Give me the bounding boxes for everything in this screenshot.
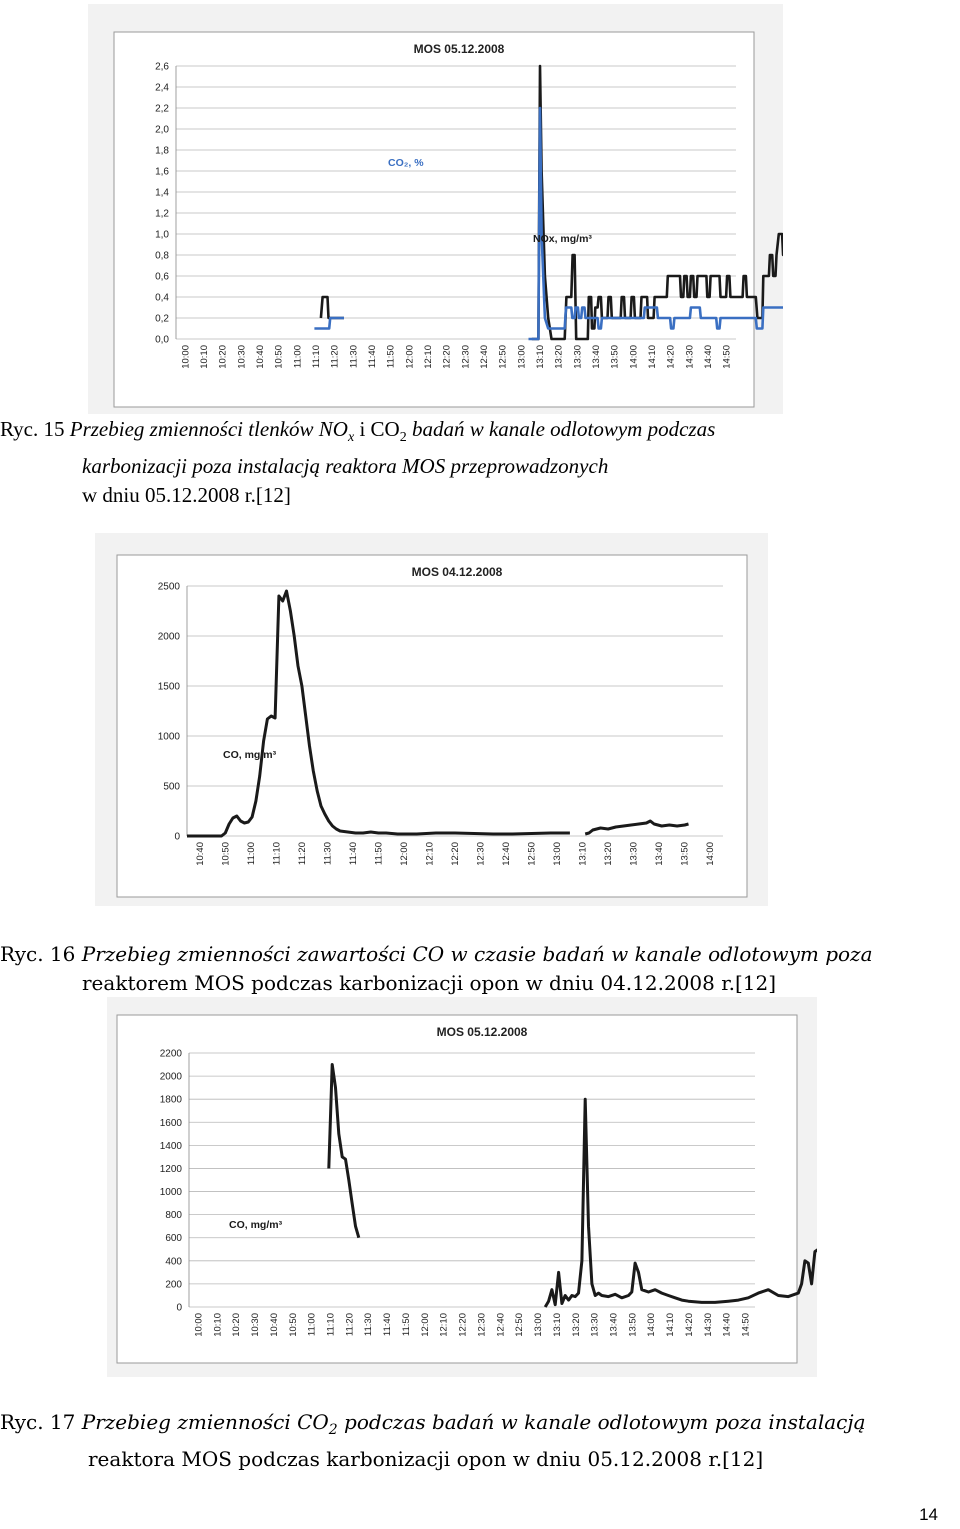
caption-17-label: Ryc. 17 [0,1410,76,1434]
x-tick-label: 14:40 [721,1313,733,1337]
y-tick-label: 1500 [157,681,180,693]
y-tick-label: 1200 [159,1163,182,1175]
x-tick-label: 13:50 [609,345,621,369]
chart-frame [114,32,754,407]
x-tick-label: 11:40 [382,1313,394,1337]
x-tick-label: 11:50 [385,345,397,369]
x-tick-label: 13:20 [553,345,565,369]
x-tick-label: 12:00 [398,842,410,866]
x-tick-label: 13:10 [535,345,546,369]
caption-17-line1 [0,1408,960,1445]
series-annotation: NOx, mg/m³ [533,233,592,245]
y-tick-label: 1,2 [155,208,169,220]
caption-17-text-a: Przebieg zmienności CO [81,1410,329,1434]
x-tick-label: 13:50 [679,842,691,866]
y-tick-label: 1,4 [155,187,169,199]
y-tick-label: 2,0 [155,124,169,136]
x-tick-label: 12:20 [457,1313,469,1337]
x-tick-label: 11:20 [344,1313,356,1337]
y-tick-label: 800 [165,1210,182,1222]
caption-16 [0,940,960,998]
y-tick-label: 2,6 [155,61,169,73]
x-tick-label: 13:10 [551,1313,563,1337]
x-tick-label: 10:40 [255,345,266,369]
x-tick-label: 11:20 [329,345,341,369]
y-tick-label: 2000 [159,1071,182,1083]
x-tick-label: 11:20 [296,842,308,866]
x-tick-label: 12:00 [404,345,416,369]
x-tick-label: 13:50 [627,1313,639,1337]
caption-15-line3: w dniu 05.12.2008 r.[12] [82,483,291,508]
x-tick-label: 12:00 [419,1313,431,1337]
caption-15-line2: karbonizacji poza instalacją reaktora MOS przeprowadzonych [82,454,609,479]
caption-17 [0,1408,960,1474]
y-tick-label: 0 [174,831,180,843]
x-tick-label: 14:50 [721,345,733,369]
x-tick-label: 11:10 [311,345,322,369]
x-tick-label: 13:30 [589,1313,601,1337]
y-tick-label: 1800 [159,1094,182,1106]
y-tick-label: 0,0 [155,334,169,346]
x-tick-label: 11:40 [347,842,359,866]
x-tick-label: 10:10 [199,345,210,369]
x-tick-label: 10:30 [250,1313,262,1337]
x-tick-label: 13:20 [570,1313,582,1337]
x-tick-label: 10:30 [236,345,248,369]
y-tick-label: 500 [163,781,180,793]
x-tick-label: 13:10 [577,842,589,866]
figure-15-chart [88,4,783,414]
caption-15-text-a: Przebieg zmienności tlenków NO [69,417,348,441]
chart-15-svg [88,4,783,414]
y-tick-label: 2,4 [155,82,169,94]
x-tick-label: 12:10 [423,345,434,369]
x-tick-label: 13:30 [628,842,640,866]
caption-15-sub-2: 2 [399,430,407,446]
chart-title: MOS 05.12.2008 [436,1025,528,1039]
page-number: 14 [919,1505,938,1524]
caption-16-label: Ryc. 16 [0,942,76,966]
y-tick-label: 1400 [159,1140,182,1152]
x-tick-label: 13:40 [591,345,602,369]
x-tick-label: 14:50 [740,1313,752,1337]
x-tick-label: 14:10 [647,345,658,369]
x-tick-label: 14:10 [665,1313,677,1337]
caption-16-line1 [0,940,960,969]
x-tick-label: 10:50 [287,1313,299,1337]
x-tick-label: 12:20 [450,842,461,866]
figure-17-chart [107,997,817,1377]
x-tick-label: 10:50 [273,345,285,369]
x-tick-label: 10:40 [268,1313,280,1337]
y-tick-label: 0,2 [155,313,169,325]
x-tick-label: 10:20 [217,345,229,369]
x-tick-label: 13:40 [654,842,666,866]
series-annotation: CO, mg/m³ [229,1219,283,1231]
x-tick-label: 12:30 [475,842,487,866]
x-tick-label: 14:00 [646,1313,658,1337]
x-tick-label: 12:40 [495,1313,507,1337]
y-tick-label: 0,8 [155,250,169,262]
x-tick-label: 10:10 [212,1313,224,1337]
y-tick-label: 1600 [159,1117,182,1129]
caption-16-line2: reaktorem MOS podczas karbonizacji opon w dniu 04.12.2008 r.[12] [82,971,777,995]
caption-16-text: Przebieg zmienności zawartości CO w czasie badań w kanale odlotowym poza [81,942,873,966]
x-tick-label: 14:40 [703,345,714,369]
x-tick-label: 14:20 [683,1313,695,1337]
y-tick-label: 2500 [157,581,180,593]
x-tick-label: 11:30 [363,1313,375,1337]
x-tick-label: 12:40 [501,842,513,866]
series-annotation: CO₂, % [388,157,424,169]
caption-17-line2: reaktora MOS podczas karbonizacji opon w dniu 05.12.2008 r.[12] [88,1447,764,1471]
x-tick-label: 11:00 [306,1313,318,1337]
x-tick-label: 12:50 [526,842,538,866]
y-tick-label: 0,6 [155,271,169,283]
y-tick-label: 400 [165,1256,182,1268]
caption-17-sub-2: 2 [328,1422,338,1438]
caption-15 [0,415,960,510]
x-tick-label: 12:20 [441,345,453,369]
x-tick-label: 14:20 [665,345,677,369]
y-tick-label: 1000 [159,1187,182,1199]
caption-15-line1 [0,415,960,452]
x-tick-label: 12:10 [438,1313,450,1337]
x-tick-label: 11:50 [400,1313,412,1337]
x-tick-label: 11:10 [325,1313,337,1337]
figure-16-chart [95,533,768,906]
chart-frame [117,1015,797,1363]
y-tick-label: 2000 [157,631,180,643]
x-tick-label: 11:00 [245,842,257,866]
y-tick-label: 600 [165,1233,182,1245]
x-tick-label: 13:00 [552,842,564,866]
caption-15-text-c: badań w kanale odlotowym podczas [406,417,716,441]
x-tick-label: 10:00 [180,345,192,369]
x-tick-label: 13:20 [603,842,615,866]
x-tick-label: 11:40 [367,345,378,369]
x-tick-label: 12:50 [497,345,509,369]
x-tick-label: 13:40 [608,1313,620,1337]
x-tick-label: 10:20 [231,1313,243,1337]
y-tick-label: 1000 [157,731,180,743]
x-tick-label: 12:30 [460,345,472,369]
y-tick-label: 1,6 [155,166,169,178]
x-tick-label: 12:10 [424,842,436,866]
y-tick-label: 1,0 [155,229,169,241]
x-tick-label: 14:30 [684,345,696,369]
chart-title: MOS 05.12.2008 [413,42,505,56]
chart-16-svg [95,533,768,906]
caption-17-text-b: podczas badań w kanale odlotowym poza instalacją [337,1410,866,1434]
x-tick-label: 11:30 [348,345,360,369]
caption-15-text-b: i CO [354,417,400,441]
x-tick-label: 14:30 [702,1313,714,1337]
series-annotation: CO, mg/m³ [223,749,277,761]
y-tick-label: 0 [176,1302,182,1314]
x-tick-label: 10:40 [194,842,206,866]
x-tick-label: 12:40 [479,345,490,369]
x-tick-label: 14:00 [628,345,640,369]
x-tick-label: 11:10 [271,842,283,866]
x-tick-label: 12:50 [514,1313,526,1337]
y-tick-label: 0,4 [155,292,169,304]
x-tick-label: 12:30 [476,1313,488,1337]
caption-15-label: Ryc. 15 [0,417,65,441]
caption-15-sub-x: x [347,430,355,446]
y-tick-label: 200 [165,1279,182,1291]
x-tick-label: 10:00 [193,1313,205,1337]
x-tick-label: 11:50 [373,842,385,866]
chart-17-svg [107,997,817,1377]
x-tick-label: 13:30 [572,345,584,369]
y-tick-label: 1,8 [155,145,169,157]
y-tick-label: 2200 [159,1048,182,1060]
x-tick-label: 13:00 [516,345,528,369]
x-tick-label: 11:00 [292,345,304,369]
chart-title: MOS 04.12.2008 [411,565,503,579]
y-tick-label: 2,2 [155,103,169,115]
x-tick-label: 13:00 [533,1313,545,1337]
x-tick-label: 11:30 [322,842,334,866]
x-tick-label: 14:00 [705,842,717,866]
x-tick-label: 10:50 [220,842,232,866]
